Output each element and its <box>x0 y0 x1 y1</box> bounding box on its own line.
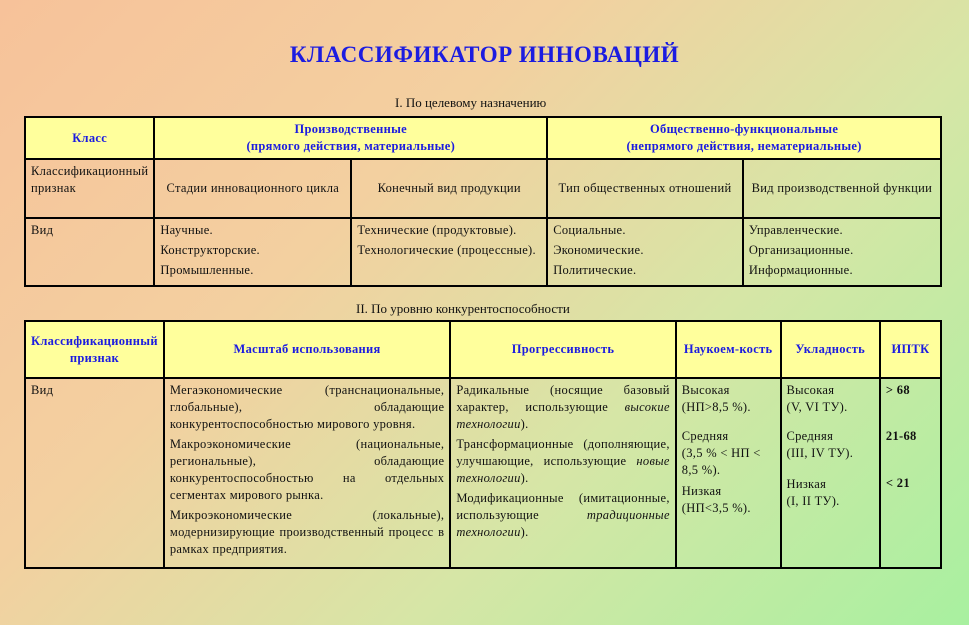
kind-cell: Научные. Конструкторские. Промышленные. <box>154 218 351 286</box>
social-header: Общественно-функциональные (непрямого действия, нематериальные) <box>547 117 941 159</box>
feature-cell: Конечный вид продукции <box>351 159 547 218</box>
header-scale: Масштаб использования <box>164 321 450 378</box>
header-progress: Прогрессивность <box>450 321 675 378</box>
section1-caption: I. По целевому назначению <box>395 95 547 110</box>
science-cell: Высокая (НП>8,5 %). Средняя (3,5 % < НП < 8,5 %). Низкая (НП<3,5 %). <box>676 378 781 568</box>
kind-cell: Технические (продуктовые). Технологические (процессные). <box>351 218 547 286</box>
header-structure: Укладность <box>781 321 880 378</box>
progress-cell: Радикальные (носящие базовый характер, использующие высокие технологии). Трансформационные (дополняющие, улучшающие, использующие новые технологии). Модификационные (имитационные, использующие традиционные технологии). <box>450 378 675 568</box>
feature-cell: Тип общественных отношений <box>547 159 743 218</box>
page-title: КЛАССИФИКАТОР ИННОВАЦИЙ <box>289 42 680 67</box>
production-header: Производственные (прямого действия, материальные) <box>154 117 547 159</box>
feature-cell: Стадии инновационного цикла <box>154 159 351 218</box>
class-header: Класс <box>25 117 154 159</box>
structure-cell: Высокая (V, VI ТУ). Средняя (III, IV ТУ). Низкая (I, II ТУ). <box>781 378 880 568</box>
feature-label: Классификационный признак <box>25 159 154 218</box>
competitiveness-table <box>24 320 942 569</box>
feature-cell: Вид производственной функции <box>743 159 941 218</box>
target-classification-table <box>24 116 942 287</box>
header-iptk: ИПТК <box>880 321 941 378</box>
section2-caption: II. По уровню конкурентоспособности <box>356 301 570 316</box>
header-feature: Классификационный признак <box>25 321 164 378</box>
kind-label: Вид <box>25 218 154 286</box>
kind-cell: Управленческие. Организационные. Информационные. <box>743 218 941 286</box>
kind-cell: Социальные. Экономические. Политические. <box>547 218 743 286</box>
kind-label: Вид <box>25 378 164 568</box>
iptk-cell: > 68 21-68 < 21 <box>880 378 941 568</box>
scale-cell: Мегаэкономические (транснациональные, глобальные), обладающие конкурентоспособностью мирового уровня. Макроэкономические (национальные, региональные), обладающие конкурентоспособностью на отдельных сегментах мирового рынка. Микроэкономические (локальные), модернизирующие производственный процесс в рамках предприятия. <box>164 378 450 568</box>
header-science: Наукоем-кость <box>676 321 781 378</box>
